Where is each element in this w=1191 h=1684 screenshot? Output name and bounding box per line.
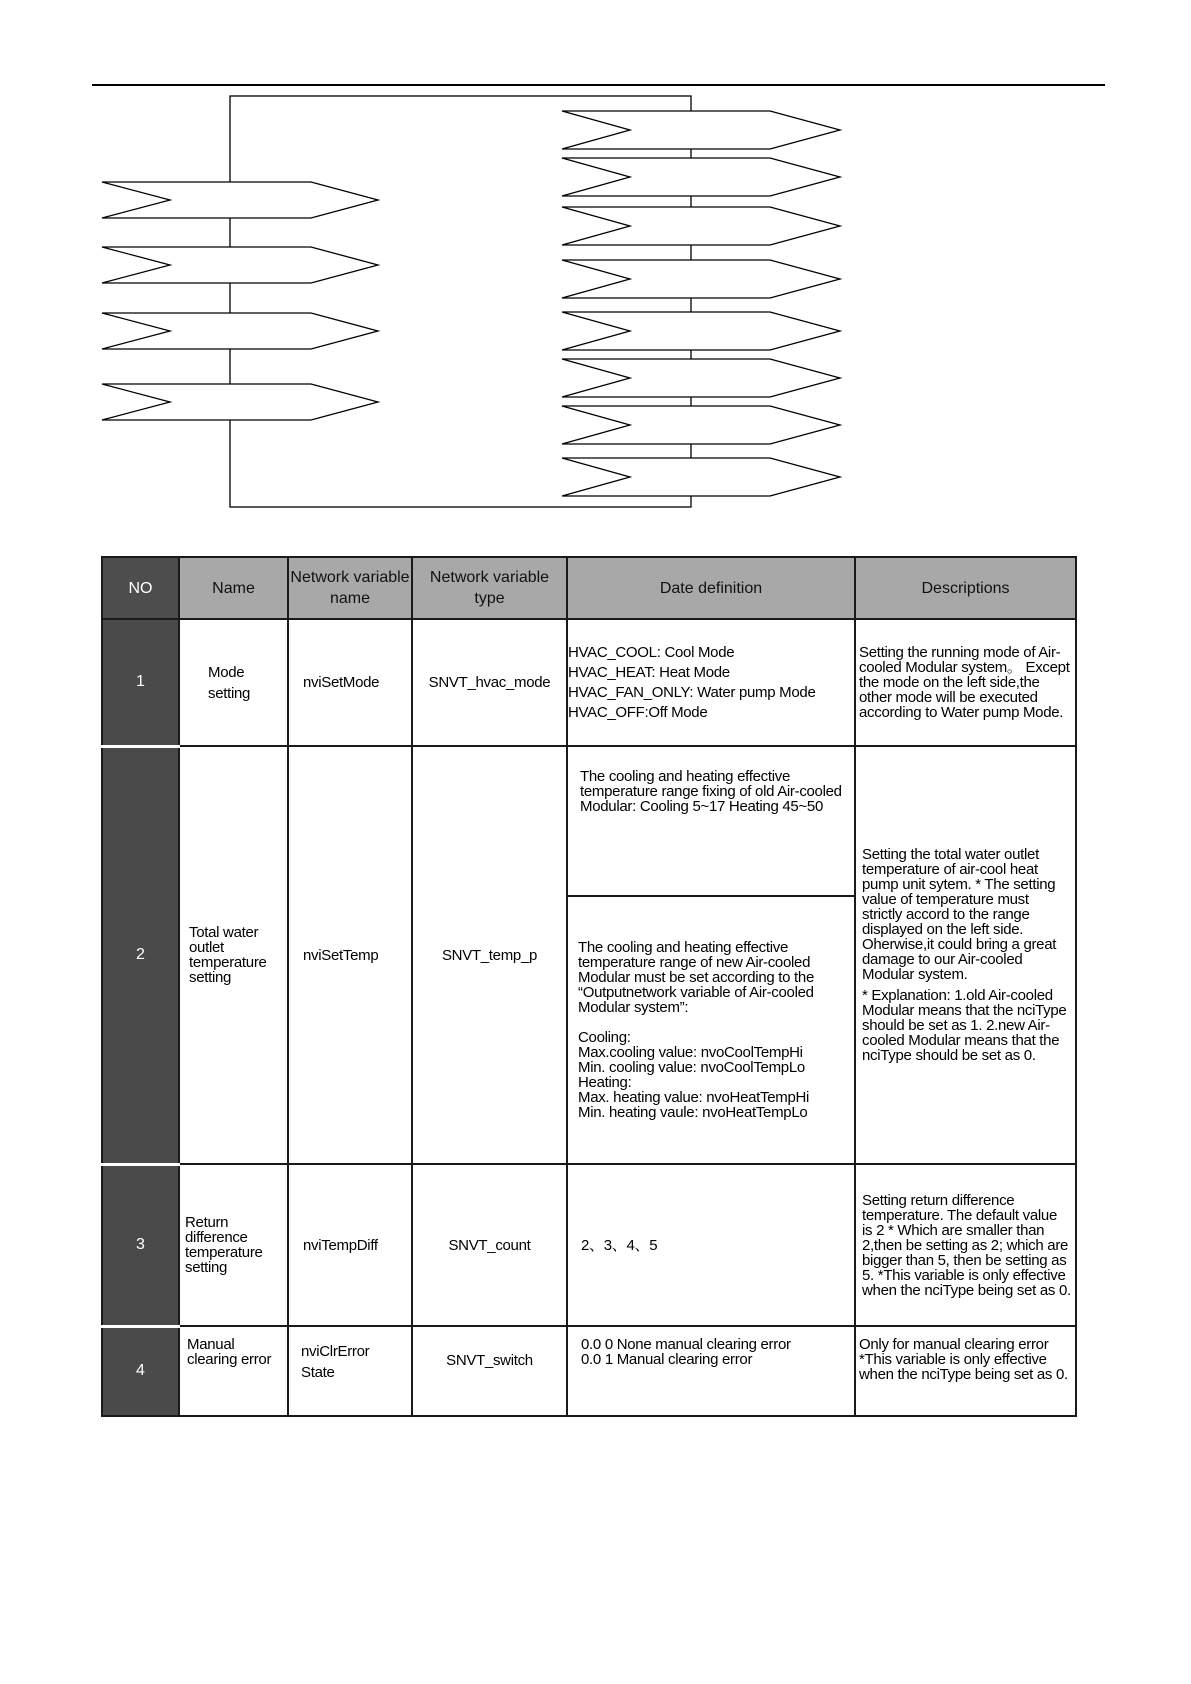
row-var-type: SNVT_switch <box>412 1326 567 1416</box>
variable-table <box>101 556 1077 1417</box>
definition-intro: The cooling and heating effective temperature range of new Air-cooled Modular must be set according to the “Outputnetwork variable of Air-cooled Modular system”: <box>578 939 814 1016</box>
definition-line: 0.0 0 None manual clearing error <box>581 1336 791 1353</box>
table-row <box>102 619 1076 746</box>
header-var-name: Network variable name <box>288 557 412 619</box>
row-name: Return difference temperature setting <box>179 1164 288 1326</box>
row-name: Total water outlet temperature setting <box>179 746 288 1164</box>
row-name: Mode setting <box>179 619 288 746</box>
definition-line: HVAC_COOL: Cool Mode <box>568 643 735 661</box>
row-no: 3 <box>102 1164 179 1326</box>
definition-line: Cooling: <box>578 1029 631 1046</box>
description-explanation: * Explanation: 1.old Air-cooled Modular means that the nciType should be set as 1. 2.new Air-cooled Modular means that the nciType should be set as 0. <box>862 987 1067 1064</box>
definition-line: Min. cooling value: nvoCoolTempLo <box>578 1059 805 1076</box>
row-var-name: nviSetMode <box>288 619 412 746</box>
row-var-type: SNVT_hvac_mode <box>412 619 567 746</box>
header-definition: Date definition <box>567 557 855 619</box>
row-definition <box>567 1326 855 1416</box>
row-var-name: nviSetTemp <box>288 746 412 1164</box>
row-description: Setting the running mode of Air-cooled Modular system。 Except the mode on the left side,the other mode will be executed according to Water pump Mode. <box>855 619 1076 746</box>
table-row <box>102 1164 1076 1326</box>
row-description <box>855 746 1076 1164</box>
network-variable-diagram <box>0 0 1191 520</box>
row-definition-new <box>567 896 855 1164</box>
header-var-type: Network variable type <box>412 557 567 619</box>
row-var-type: SNVT_count <box>412 1164 567 1326</box>
row-no: 2 <box>102 746 179 1164</box>
definition-line: Max.cooling value: nvoCoolTempHi <box>578 1044 803 1061</box>
table-row <box>102 746 1076 896</box>
definition-line: HVAC_OFF:Off Mode <box>568 703 708 721</box>
table-row <box>102 1326 1076 1416</box>
definition-line: Max. heating value: nvoHeatTempHi <box>578 1089 810 1106</box>
definition-line: HVAC_FAN_ONLY: Water pump Mode <box>568 683 816 701</box>
row-description: Only for manual clearing error *This variable is only effective when the nciType being set as 0. <box>855 1326 1076 1416</box>
row-var-name: nviTempDiff <box>288 1164 412 1326</box>
row-description: Setting return difference temperature. The default value is 2 * Which are smaller than 2,then be setting as 2; which are bigger than 5, then be setting as 5. *This variable is only effective when the nciType being set as 0. <box>855 1164 1076 1326</box>
row-no: 1 <box>102 619 179 746</box>
definition-line: Min. heating vaule: nvoHeatTempLo <box>578 1104 808 1121</box>
row-name: Manual clearing error <box>179 1326 288 1416</box>
definition-line: 0.0 1 Manual clearing error <box>581 1351 753 1368</box>
row-definition: 2、3、4、5 <box>567 1164 855 1326</box>
definition-line: HVAC_HEAT: Heat Mode <box>568 663 730 681</box>
description-main: Setting the total water outlet temperature of air-cool heat pump unit sytem. * The setting value of temperature must strictly accord to the range displayed on the left side. Oherwise,it could bring a great damage to our Air-cooled Modular system. <box>862 846 1057 983</box>
definition-line: Heating: <box>578 1074 632 1091</box>
header-descriptions: Descriptions <box>855 557 1076 619</box>
row-definition-old: The cooling and heating effective temperature range fixing of old Air-cooled Modular: Cooling 5~17 Heating 45~50 <box>567 746 855 896</box>
header-no: NO <box>102 557 179 619</box>
header-name: Name <box>179 557 288 619</box>
row-definition <box>567 619 855 746</box>
header-row <box>102 557 1076 619</box>
row-var-name: nviClrError State <box>288 1326 412 1416</box>
row-var-type: SNVT_temp_p <box>412 746 567 1164</box>
row-no: 4 <box>102 1326 179 1416</box>
